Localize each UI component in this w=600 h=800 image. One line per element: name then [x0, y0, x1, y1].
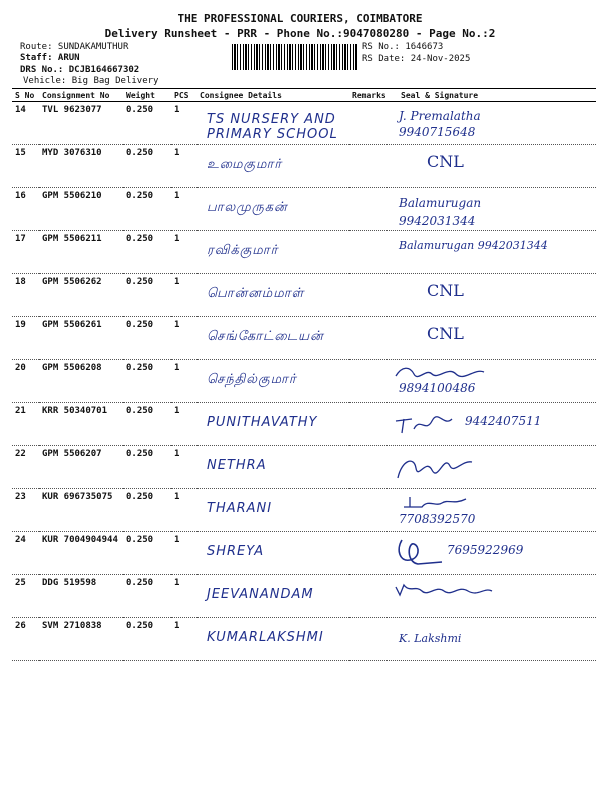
table-row — [12, 446, 596, 489]
cell-consignment: TVL 9623077 — [39, 102, 123, 145]
table-row — [12, 102, 596, 145]
cell-consignment: DDG 519598 — [39, 575, 123, 618]
consignee-handwriting: KUMARLAKSHMI — [207, 630, 324, 645]
cell-sno: 26 — [12, 618, 39, 661]
table-row — [12, 618, 596, 661]
table-row — [12, 489, 596, 532]
cell-weight: 0.250 — [123, 446, 171, 489]
cell-remarks — [349, 575, 387, 618]
signature-handwriting: K. Lakshmi — [399, 632, 462, 645]
consignee-handwriting: SHREYA — [207, 544, 265, 559]
consignee-handwriting: உமைகுமார் — [207, 157, 283, 172]
table-row — [12, 532, 596, 575]
cell-signature — [387, 532, 596, 575]
cell-remarks — [349, 102, 387, 145]
cell-remarks — [349, 188, 387, 231]
runsheet-table — [12, 88, 596, 661]
table-row — [12, 188, 596, 231]
cell-weight: 0.250 — [123, 618, 171, 661]
table-row — [12, 360, 596, 403]
cell-remarks — [349, 446, 387, 489]
cell-pcs: 1 — [171, 317, 197, 360]
table-row — [12, 575, 596, 618]
cell-pcs: 1 — [171, 102, 197, 145]
cell-weight: 0.250 — [123, 532, 171, 575]
cell-pcs: 1 — [171, 446, 197, 489]
rs-date-label: RS Date: 24-Nov-2025 — [362, 54, 471, 64]
cell-weight: 0.250 — [123, 102, 171, 145]
cell-weight: 0.250 — [123, 188, 171, 231]
cell-consignee — [197, 532, 349, 575]
cell-consignment: KUR 696735075 — [39, 489, 123, 532]
cell-signature — [387, 231, 596, 274]
cell-consignee — [197, 188, 349, 231]
col-pcs: PCS — [171, 89, 197, 102]
cell-consignee — [197, 102, 349, 145]
cell-pcs: 1 — [171, 188, 197, 231]
vehicle-label: Vehicle: Big Bag Delivery — [23, 76, 159, 86]
cell-signature — [387, 317, 596, 360]
table-row — [12, 317, 596, 360]
cell-remarks — [349, 489, 387, 532]
signature-handwriting: 9894100486 — [399, 381, 476, 395]
signature-handwriting: Balamurugan 9942031344 — [399, 239, 548, 252]
cell-signature — [387, 102, 596, 145]
cell-pcs: 1 — [171, 489, 197, 532]
cell-signature — [387, 403, 596, 446]
signature-handwriting: CNL — [427, 324, 464, 343]
cell-consignee — [197, 145, 349, 188]
cell-sno: 17 — [12, 231, 39, 274]
cell-consignee — [197, 489, 349, 532]
table-row — [12, 403, 596, 446]
table-row — [12, 231, 596, 274]
consignee-handwriting: செந்தில்குமார் — [207, 372, 297, 387]
cell-sno: 14 — [12, 102, 39, 145]
signature-handwriting: CNL — [427, 152, 464, 171]
signature-handwriting: 7708392570 — [399, 512, 476, 526]
cell-sno: 21 — [12, 403, 39, 446]
table-row — [12, 145, 596, 188]
cell-weight: 0.250 — [123, 274, 171, 317]
cell-sno: 19 — [12, 317, 39, 360]
cell-consignee — [197, 231, 349, 274]
cell-consignee — [197, 446, 349, 489]
consignee-handwriting: பொன்னம்மாள் — [207, 286, 305, 301]
col-seal: Seal & Signature — [387, 89, 596, 102]
cell-remarks — [349, 532, 387, 575]
cell-remarks — [349, 317, 387, 360]
route-label: Route: SUNDAKAMUTHUR — [20, 42, 129, 52]
signature-scribble — [392, 579, 502, 599]
cell-sno: 20 — [12, 360, 39, 403]
cell-consignee — [197, 274, 349, 317]
table-header-row — [12, 89, 596, 102]
consignee-handwriting: பாலமுருகன் — [207, 200, 288, 215]
consignee-handwriting: செங்கோட்டையன் — [207, 329, 324, 344]
cell-remarks — [349, 231, 387, 274]
cell-pcs: 1 — [171, 532, 197, 575]
cell-consignment: KUR 7004904944 — [39, 532, 123, 575]
cell-pcs: 1 — [171, 231, 197, 274]
drs-label: DRS No.: DCJB164667302 — [20, 65, 140, 75]
signature-scribble — [392, 493, 482, 511]
barcode — [232, 44, 358, 70]
cell-consignment: SVM 2710838 — [39, 618, 123, 661]
consignee-handwriting: THARANI — [207, 501, 273, 516]
consignee-handwriting: NETHRA — [207, 458, 267, 473]
cell-consignment: GPM 5506208 — [39, 360, 123, 403]
signature-handwriting: CNL — [427, 281, 464, 300]
signature-handwriting: Balamurugan 9942031344 — [399, 196, 482, 228]
cell-pcs: 1 — [171, 145, 197, 188]
consignee-handwriting: PUNITHAVATHY — [207, 415, 318, 430]
signature-scribble — [392, 536, 452, 570]
consignee-handwriting: TS NURSERY AND PRIMARY SCHOOL — [207, 112, 338, 142]
cell-remarks — [349, 145, 387, 188]
consignee-handwriting: JEEVANANDAM — [207, 587, 314, 602]
signature-scribble — [392, 450, 482, 484]
cell-consignment: KRR 50340701 — [39, 403, 123, 446]
cell-pcs: 1 — [171, 360, 197, 403]
cell-remarks — [349, 618, 387, 661]
col-sno: S No — [12, 89, 39, 102]
cell-consignee — [197, 360, 349, 403]
signature-scribble — [392, 407, 462, 437]
company-title: THE PROFESSIONAL COURIERS, COIMBATORE — [177, 12, 423, 25]
rs-no-label: RS No.: 1646673 — [362, 42, 444, 52]
cell-signature — [387, 360, 596, 403]
cell-signature — [387, 446, 596, 489]
cell-consignee — [197, 317, 349, 360]
cell-consignment: GPM 5506261 — [39, 317, 123, 360]
cell-weight: 0.250 — [123, 575, 171, 618]
cell-pcs: 1 — [171, 618, 197, 661]
cell-remarks — [349, 360, 387, 403]
cell-consignee — [197, 575, 349, 618]
cell-consignee — [197, 618, 349, 661]
signature-handwriting: J. Premalatha 9940715648 — [399, 109, 481, 139]
cell-pcs: 1 — [171, 575, 197, 618]
signature-handwriting: 9442407511 — [465, 414, 542, 428]
cell-weight: 0.250 — [123, 231, 171, 274]
col-consignment: Consignment No — [39, 89, 123, 102]
runsheet-subtitle: Delivery Runsheet - PRR - Phone No.:9047080280 - Page No.:2 — [104, 27, 496, 40]
signature-scribble — [392, 364, 512, 380]
table-row — [12, 274, 596, 317]
col-weight: Weight — [123, 89, 171, 102]
cell-consignment: GPM 5506262 — [39, 274, 123, 317]
cell-weight: 0.250 — [123, 145, 171, 188]
cell-weight: 0.250 — [123, 317, 171, 360]
cell-weight: 0.250 — [123, 489, 171, 532]
cell-signature — [387, 489, 596, 532]
cell-pcs: 1 — [171, 274, 197, 317]
cell-pcs: 1 — [171, 403, 197, 446]
cell-weight: 0.250 — [123, 360, 171, 403]
consignee-handwriting: ரவிக்குமார் — [207, 243, 279, 258]
cell-sno: 22 — [12, 446, 39, 489]
cell-signature — [387, 575, 596, 618]
signature-handwriting: 7695922969 — [447, 543, 524, 557]
cell-weight: 0.250 — [123, 403, 171, 446]
cell-remarks — [349, 403, 387, 446]
cell-sno: 23 — [12, 489, 39, 532]
cell-sno: 18 — [12, 274, 39, 317]
cell-sno: 25 — [12, 575, 39, 618]
cell-consignment: GPM 5506211 — [39, 231, 123, 274]
col-remarks: Remarks — [349, 89, 387, 102]
cell-signature — [387, 274, 596, 317]
cell-sno: 15 — [12, 145, 39, 188]
staff-label: Staff: ARUN — [20, 53, 80, 63]
col-consignee: Consignee Details — [197, 89, 349, 102]
cell-consignee — [197, 403, 349, 446]
cell-remarks — [349, 274, 387, 317]
cell-sno: 16 — [12, 188, 39, 231]
cell-signature — [387, 618, 596, 661]
cell-consignment: GPM 5506207 — [39, 446, 123, 489]
cell-sno: 24 — [12, 532, 39, 575]
cell-consignment: GPM 5506210 — [39, 188, 123, 231]
cell-consignment: MYD 3076310 — [39, 145, 123, 188]
cell-signature — [387, 145, 596, 188]
cell-signature — [387, 188, 596, 231]
